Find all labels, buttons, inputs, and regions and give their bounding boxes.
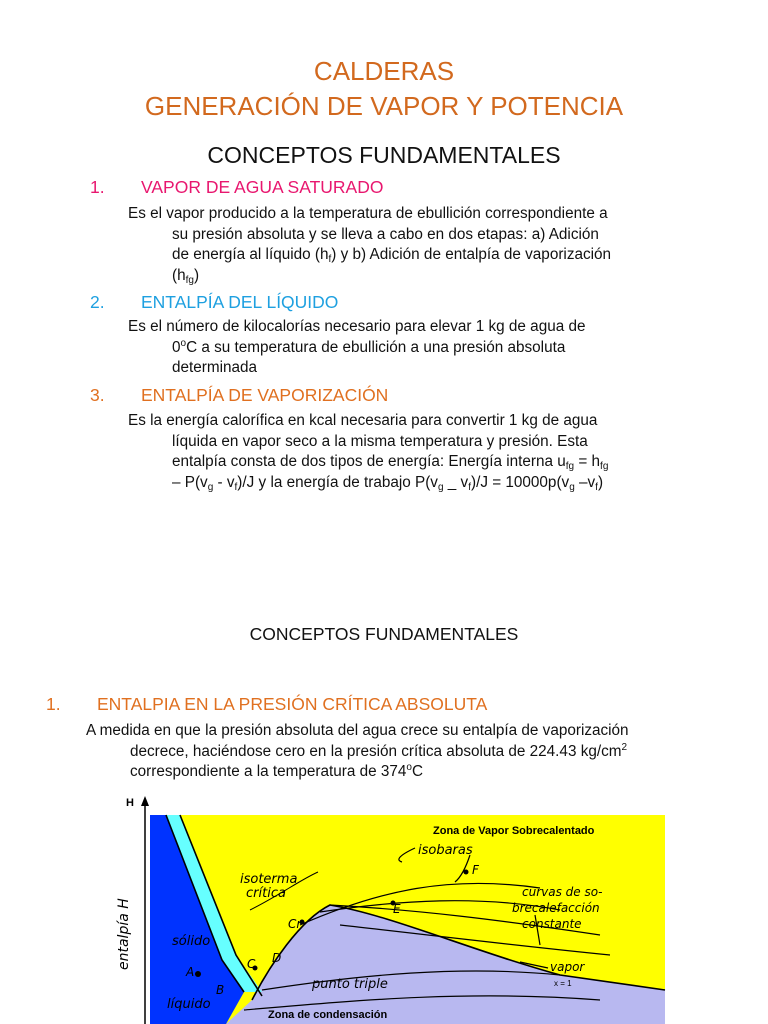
paragraph-line: líquida en vapor seco a la misma temperatura y presión. Esta <box>172 432 588 450</box>
paragraph-line: – $P(v_g - v_f)/J$ y la energía de trabajo $P(v_g$ _ $v_f)/J = 10000p(v_g$ $-v_f$) <box>172 473 604 493</box>
paragraph-line: A medida en que la presión absoluta del agua crece su entalpía de vaporización <box>86 722 629 739</box>
paragraph-line: determinada <box>172 359 258 377</box>
paragraph-line: su presión absoluta y se lleva a cabo en dos etapas: a) Adición <box>172 225 599 243</box>
isoterma-label: isoterma <box>240 872 298 887</box>
punto-triple-label: punto triple <box>312 977 388 992</box>
point-a-label: A <box>186 965 195 979</box>
isobaras-label: isobaras <box>418 843 473 858</box>
point-cr-label: Cr <box>288 917 302 931</box>
paragraph-line: $(h_{fg})$ <box>172 266 200 286</box>
item-number: 2. <box>90 292 105 312</box>
point-d-label: D <box>272 951 282 965</box>
axis-ylabel: entalpía H <box>116 898 132 970</box>
item-number: 3. <box>90 385 105 405</box>
zone-vapor-label: Zona de Vapor Sobrecalentado <box>433 825 595 837</box>
subtitle-conceptos: CONCEPTOS FUNDAMENTALES <box>207 142 561 168</box>
item-heading-text: ENTALPÍA DEL LÍQUIDO <box>141 292 339 312</box>
paragraph-line: decrece, haciéndose cero en la presión crítica absoluta de 224.43 $kg/cm^2$ <box>130 741 628 760</box>
curvas-label-3: constante <box>522 917 582 931</box>
critica-label: crítica <box>246 886 286 901</box>
point-f-label: F <box>472 863 479 877</box>
y-axis-arrow <box>141 796 149 806</box>
zona-condensacion-label: Zona de condensación <box>268 1009 388 1021</box>
item-heading-text: ENTALPÍA DE VAPORIZACIÓN <box>141 385 389 405</box>
solido-label: sólido <box>172 934 211 949</box>
point-c-label: C <box>247 957 256 971</box>
paragraph-line: Es la energía calorífica en kcal necesaria para convertir 1 kg de agua <box>128 412 598 429</box>
item-heading-text: VAPOR DE AGUA SATURADO <box>141 177 384 197</box>
paragraph-line: 0$^o$C a su temperatura de ebullición a una presión absoluta <box>172 337 566 356</box>
vapor-label: vapor <box>550 960 585 974</box>
item-number: 1. <box>90 177 105 197</box>
curvas-label-1: curvas de so- <box>522 885 603 899</box>
point-b-label: B <box>216 983 225 997</box>
item-heading-text: ENTALPIA EN LA PRESIÓN CRÍTICA ABSOLUTA <box>97 694 488 714</box>
point-f-marker <box>464 870 469 875</box>
item-number: 1. <box>46 694 61 714</box>
liquido-label: líquido <box>167 997 211 1012</box>
paragraph-line: entalpía consta de dos tipos de energía: Energía interna $u_{fg} = h_{fg}$ <box>172 453 609 473</box>
curvas-label-2: brecalefacción <box>512 901 600 915</box>
point-e-label: E <box>393 902 401 916</box>
slide2-subtitle: CONCEPTOS FUNDAMENTALES <box>249 624 519 644</box>
axis-h-label: H <box>126 797 134 809</box>
paragraph-line: Es el número de kilocalorías necesario para elevar 1 kg de agua de <box>128 318 586 335</box>
paragraph-line: de energía al líquido $(h_f)$ y b) Adición de entalpía de vaporización <box>172 246 612 266</box>
point-a-marker <box>195 971 201 977</box>
x1-label: x = 1 <box>554 979 572 988</box>
paragraph-line: Es el vapor producido a la temperatura de ebullición correspondiente a <box>128 205 608 222</box>
title-generacion: GENERACIÓN DE VAPOR Y POTENCIA <box>144 91 624 121</box>
paragraph-line: correspondiente a la temperatura de 374$^o$C <box>130 762 423 781</box>
title-calderas: CALDERAS <box>313 56 455 86</box>
